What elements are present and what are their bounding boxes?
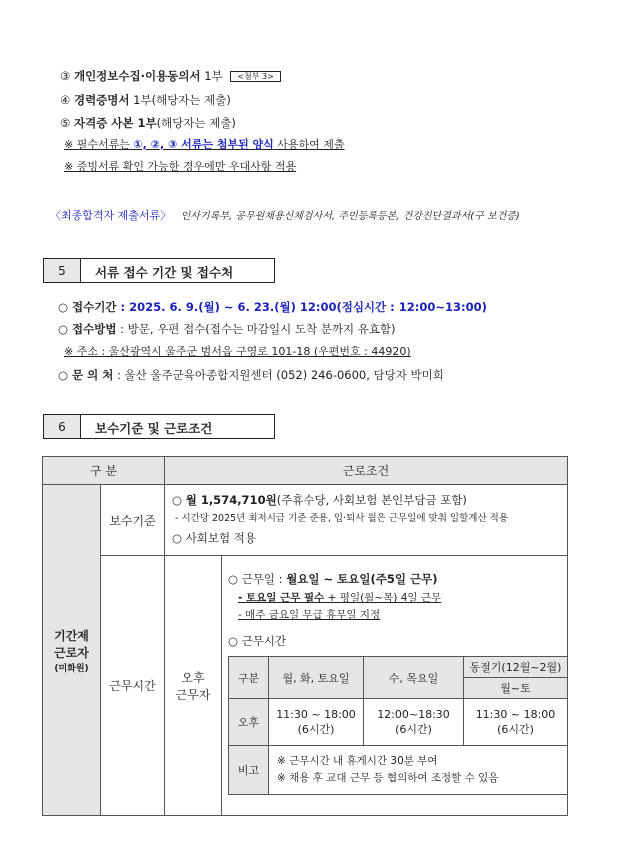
section-number: 5 bbox=[43, 258, 81, 283]
note-text: ※ 필수서류는 bbox=[64, 138, 134, 151]
sub-header-gubun: 구분 bbox=[228, 656, 269, 699]
note-break: ※ 근무시간 내 휴게시간 30분 부여 bbox=[277, 755, 438, 767]
doc-item-license bbox=[60, 115, 236, 131]
duration: (6시간) bbox=[395, 722, 432, 736]
hours-label-cell: 근무시간 bbox=[100, 555, 165, 816]
time-range: 11:30 ~ 18:00 bbox=[276, 707, 356, 721]
rule-emphasis: - 토요일 근무 필수 bbox=[238, 592, 325, 604]
social-insurance: ○ 사회보험 적용 bbox=[172, 531, 256, 545]
doc-title: 경력증명서 bbox=[73, 93, 130, 107]
contact bbox=[58, 367, 444, 383]
duration: (6시간) bbox=[497, 722, 534, 736]
time-range: 12:00~18:30 bbox=[377, 707, 450, 721]
contact-value: : 울산 울주군육아종합지원센터 (052) 246-0600, 담당자 박미희 bbox=[113, 368, 444, 382]
hours-heading: ○ 근무시간 bbox=[228, 634, 287, 648]
sub-cell-winter bbox=[463, 698, 568, 746]
attachment-tag: <첨부 3> bbox=[230, 71, 281, 82]
worker-type: 기간제 bbox=[54, 628, 89, 643]
pay-note: (주휴수당, 사회보험 본인부담금 포함) bbox=[276, 493, 467, 507]
period-label: ○ 접수기간 bbox=[58, 300, 117, 314]
table-header-left: 구 분 bbox=[42, 456, 165, 485]
friday-rule: - 매주 금요일 무급 휴무일 지정 bbox=[238, 609, 381, 621]
period-value: : 2025. 6. 9.(월) ~ 6. 23.(월) 12:00(점심시간 : 12:00~13:00) bbox=[116, 300, 487, 314]
duration: (6시간) bbox=[297, 722, 335, 736]
note-emphasis: ①, ②, ③ 서류는 첨부된 양식 bbox=[133, 138, 274, 151]
worker-type: 근로자 bbox=[54, 645, 89, 660]
shift-name: 오후 bbox=[181, 670, 205, 685]
final-docs-label: 〈최종합격자 제출서류〉 bbox=[50, 209, 172, 222]
doc-count: 1부(해당자는 제출) bbox=[129, 93, 231, 107]
address: ※ 주소 : 울산광역시 울주군 범서읍 구영로 101-18 (우편번호 : 44920) bbox=[64, 345, 411, 358]
reception-period bbox=[58, 299, 487, 315]
sub-cell-mon-tue-sat bbox=[268, 698, 364, 746]
sub-note-label: 비고 bbox=[228, 745, 269, 795]
doc-count: (해당자는 제출) bbox=[156, 116, 236, 130]
rule-text: + 평일(월~목) 4일 근무 bbox=[324, 592, 442, 604]
doc-item-career bbox=[60, 92, 231, 108]
marker: ⑤ bbox=[60, 116, 71, 130]
section-number: 6 bbox=[43, 414, 81, 439]
final-docs bbox=[50, 208, 520, 225]
sub-header-mon-tue-sat: 월, 화, 토요일 bbox=[268, 656, 364, 699]
shift-cell bbox=[164, 555, 222, 816]
method-label: ○ 접수방법 bbox=[58, 322, 117, 336]
worker-type-note: (미화원) bbox=[54, 663, 89, 674]
doc-title: 자격증 사본 1부 bbox=[73, 116, 157, 130]
contact-label: ○ 문 의 처 bbox=[58, 368, 114, 382]
bullet: ○ bbox=[172, 493, 186, 507]
note-required-docs bbox=[64, 137, 345, 153]
sub-row-label: 오후 bbox=[228, 698, 269, 746]
section-title: 서류 접수 기간 및 접수처 bbox=[95, 265, 234, 280]
workdays bbox=[228, 571, 437, 587]
time-range: 11:30 ~ 18:00 bbox=[475, 707, 556, 721]
sub-cell-wed-thu bbox=[363, 698, 464, 746]
table-header-right: 근로조건 bbox=[164, 456, 568, 485]
method-value: : 방문, 우편 접수(접수는 마감일시 도착 분까지 유효함) bbox=[116, 322, 396, 336]
note-text: 사용하여 제출 bbox=[273, 138, 345, 151]
section-title: 보수기준 및 근로조건 bbox=[95, 421, 213, 436]
pay-basis: - 시간당 2025년 최저시급 기준 준용, 입·퇴사 월은 근무일에 맞춰 일할계산 적용 bbox=[175, 513, 508, 524]
marker: ③ bbox=[60, 69, 71, 83]
worker-type-cell bbox=[42, 484, 101, 816]
sub-header-wed-thu: 수, 목요일 bbox=[363, 656, 464, 699]
pay-value: 월 1,574,710원 bbox=[185, 493, 277, 507]
final-docs-text: 인사기록부, 공무원채용신체검사서, 주민등록등본, 건강진단결과서(구 보건증) bbox=[180, 211, 520, 222]
workdays-label: ○ 근무일 : bbox=[228, 572, 287, 586]
pay-content-cell bbox=[164, 484, 568, 556]
pay-amount bbox=[172, 492, 467, 508]
sub-header-winter: 동절기(12월~2월) bbox=[463, 656, 568, 678]
doc-count: 1부 bbox=[200, 69, 223, 83]
reception-method bbox=[58, 321, 396, 337]
doc-item-consent bbox=[60, 68, 281, 84]
shift-name: 근무자 bbox=[175, 687, 211, 702]
workdays-value: 월요일 ~ 토요일(주5일 근무) bbox=[286, 572, 438, 586]
sub-note-cell bbox=[268, 745, 568, 795]
doc-title: 개인정보수집·이용동의서 bbox=[73, 69, 201, 83]
saturday-rule bbox=[238, 591, 441, 606]
note-proof-docs: ※ 증빙서류 확인 가능한 경우에만 우대사항 적용 bbox=[64, 160, 297, 173]
sub-header-winter-days: 월~토 bbox=[463, 677, 568, 699]
pay-label-cell: 보수기준 bbox=[100, 484, 165, 556]
note-shift: ※ 채용 후 교대 근무 등 협의하여 조정할 수 있음 bbox=[277, 772, 499, 784]
marker: ④ bbox=[60, 93, 71, 107]
